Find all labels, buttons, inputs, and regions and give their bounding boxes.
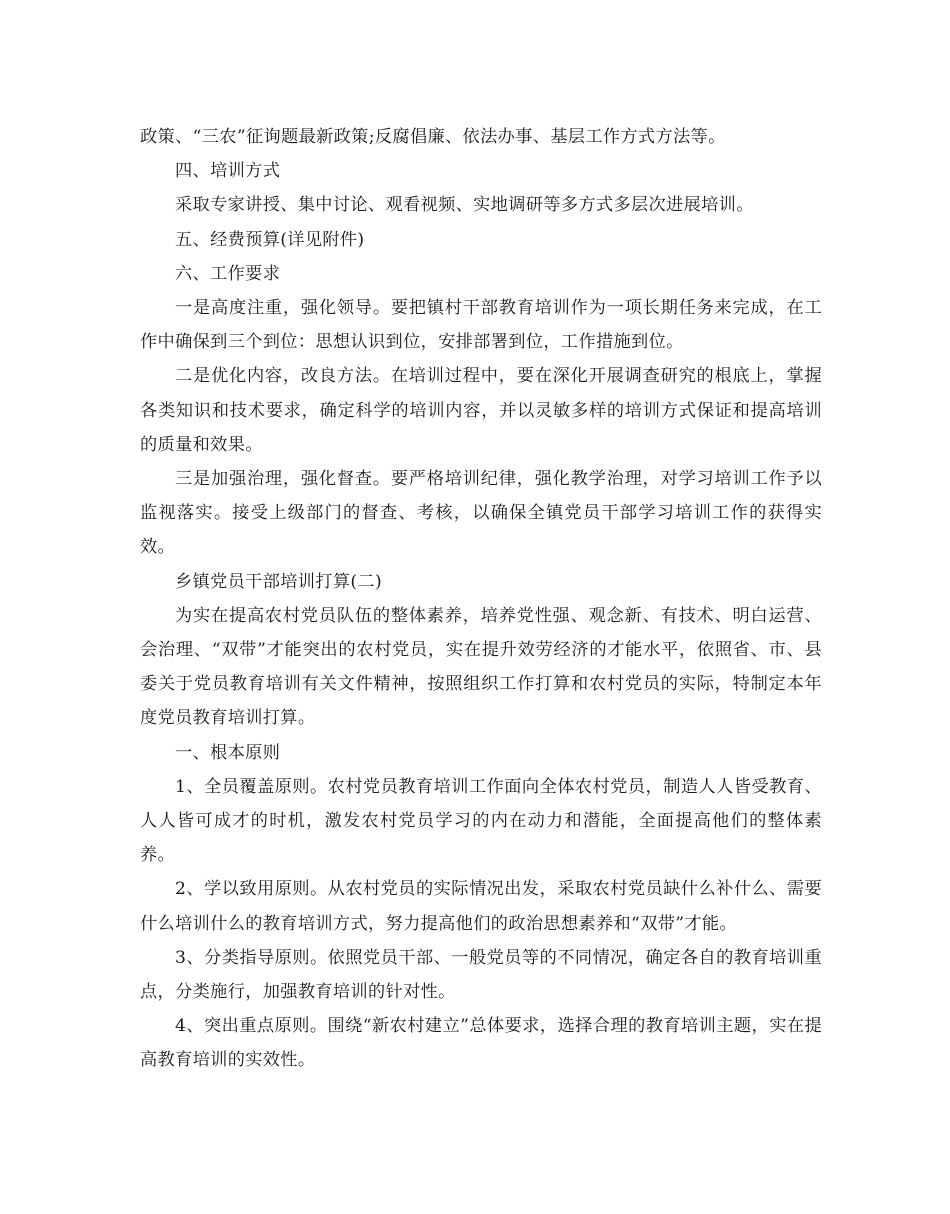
- document-body: [140, 120, 822, 1078]
- paragraph-principle-1: 1、全员覆盖原则。农村党员教育培训工作面向全体农村党员，制造人人皆受教育、人人皆可成才的时机，激发农村党员学习的内在动力和潜能，全面提高他们的整体素养。: [140, 776, 822, 866]
- paragraph-policy-content: 政策、“三农”征询题最新政策;反腐倡廉、依法办事、基层工作方式方法等。: [140, 127, 726, 147]
- heading-budget: 五、经费预算(详见附件): [175, 229, 365, 250]
- heading-basic-principles: 一、根本原则: [175, 742, 281, 763]
- paragraph-principle-4: 4、突出重点原则。围绕“新农村建立”总体要求，选择合理的教育培训主题，实在提高教育培训的实效性。: [140, 1016, 822, 1071]
- paragraph-principle-3: 3、分类指导原则。依照党员干部、一般党员等的不同情况，确定各自的教育培训重点，分类施行，加强教育培训的针对性。: [140, 947, 822, 1003]
- paragraph-requirement-3: 三是加强治理，强化督查。要严格培训纪律，强化教学治理，对学习培训工作予以监视落实。接受上级部门的督查、考核，以确保全镇党员干部学习培训工作的获得实效。: [140, 469, 822, 558]
- paragraph-requirement-1: 一是高度注重，强化领导。要把镇村干部教育培训作为一项长期任务来完成，在工作中确保到三个到位：思想认识到位，安排部署到位，工作措施到位。: [140, 298, 822, 353]
- section-title-plan-two: 乡镇党员干部培训打算(二): [175, 571, 383, 592]
- paragraph-principle-2: 2、学以致用原则。从农村党员的实际情况出发，采取农村党员缺什么补什么、需要什么培训什么的教育培训方式，努力提高他们的政治思想素养和“双带”才能。: [140, 879, 822, 934]
- paragraph-requirement-2: 二是优化内容，改良方法。在培训过程中，要在深化开展调查研究的根底上，掌握各类知识和技术要求，确定科学的培训内容，并以灵敏多样的培训方式保证和提高培训的质量和效果。: [140, 366, 822, 455]
- heading-work-requirements: 六、工作要求: [175, 263, 281, 284]
- paragraph-plan-intro: 为实在提高农村党员队伍的整体素养，培养党性强、观念新、有技术、明白运营、会治理、“双带”才能突出的农村党员，实在提升效劳经济的才能水平，依照省、市、县委关于党员教育培训有关文件精神，按照组织工作打算和农村党员的实际，特制定本年度党员教育培训打算。: [140, 605, 822, 729]
- heading-training-method: 四、培训方式: [175, 161, 281, 182]
- paragraph-training-method: 采取专家讲授、集中讨论、观看视频、实地调研等多方式多层次进展培训。: [175, 195, 754, 216]
